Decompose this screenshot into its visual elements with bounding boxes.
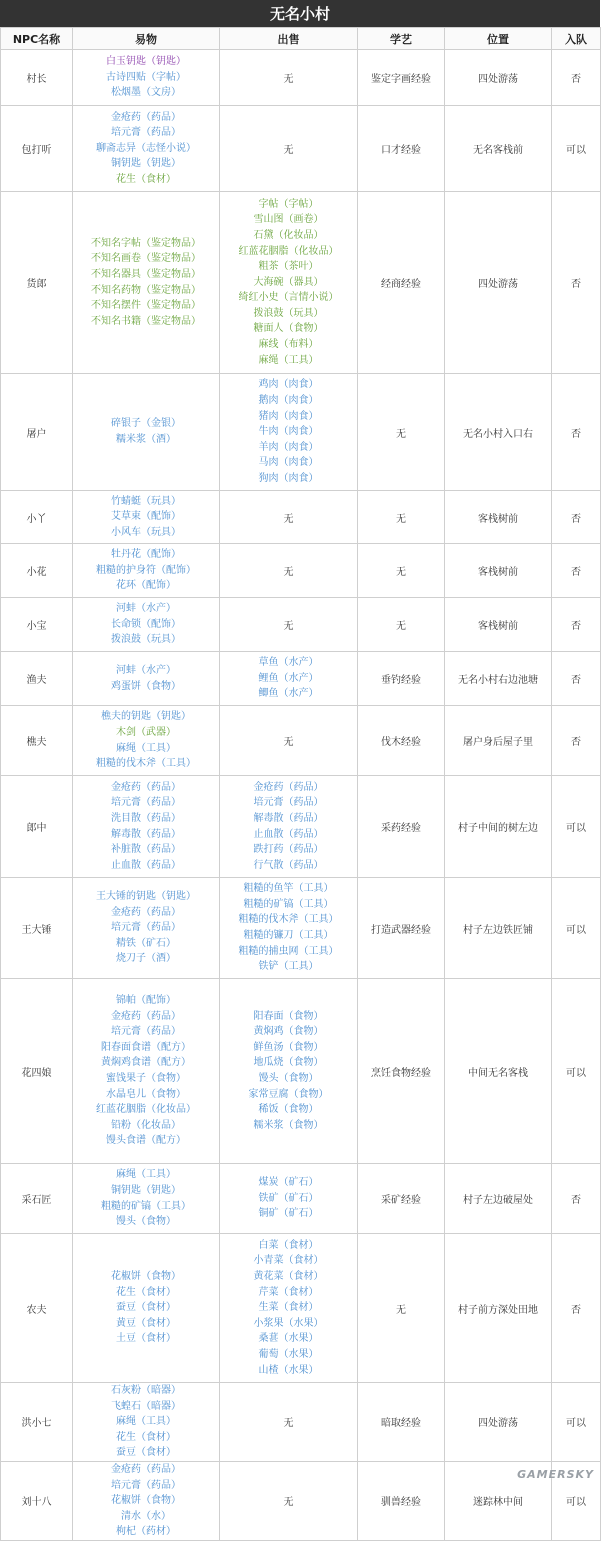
- sell-item: 地瓜烧（食物）: [253, 1057, 324, 1069]
- trade-item: 馒头（食物）: [116, 1216, 176, 1228]
- sell-item: 马肉（肉食）: [258, 457, 319, 469]
- sell-item: 黄焖鸡（食物）: [253, 1026, 324, 1038]
- trade-items: [73, 598, 220, 652]
- trade-item: 金疮药（药品）: [111, 1010, 181, 1022]
- sell-item: 牛肉（肉食）: [258, 426, 319, 438]
- npc-name: 小宝: [1, 598, 73, 652]
- trade-item: 不知名画卷（鉴定物品）: [91, 253, 201, 265]
- trade-item: 黄豆（食材）: [116, 1317, 176, 1329]
- trade-item: 粗糙的伐木斧（工具）: [96, 758, 196, 770]
- sell-items: 无: [220, 491, 358, 544]
- sell-item: 草鱼（水产）: [258, 657, 319, 669]
- trade-item: 阳春面食谱（配方）: [101, 1041, 191, 1053]
- trade-item: 麻绳（工具）: [116, 1169, 176, 1181]
- trade-items: [73, 776, 220, 878]
- npc-name: 屠户: [1, 374, 73, 491]
- join-cell: 可以: [552, 979, 601, 1164]
- npc-name: 洪小七: [1, 1383, 73, 1462]
- trade-item: 河蚌（水产）: [116, 603, 176, 615]
- location-cell: 无名客栈前: [445, 106, 552, 192]
- trade-item: 花椒饼（食物）: [111, 1271, 181, 1283]
- trade-item: 培元膏（药品）: [111, 922, 181, 934]
- sell-item: 芹菜（食材）: [258, 1286, 319, 1298]
- trade-item: 河蚌（水产）: [116, 664, 176, 676]
- join-cell: 可以: [552, 776, 601, 878]
- table-row: [1, 652, 601, 706]
- location-cell: 四处游荡: [445, 192, 552, 374]
- sell-item: 家常豆腐（食物）: [248, 1088, 329, 1100]
- table-row: [1, 979, 601, 1164]
- table-row: [1, 706, 601, 776]
- skill-cell: 驯兽经验: [358, 1461, 445, 1540]
- trade-item: 清水（水）: [121, 1510, 171, 1522]
- sell-item: 粗糙的鱼竿（工具）: [243, 883, 334, 895]
- sell-item: 生菜（食材）: [258, 1302, 319, 1314]
- sell-item: 金疮药（药品）: [253, 781, 324, 793]
- join-cell: 否: [552, 544, 601, 598]
- sell-item: 猪肉（肉食）: [258, 410, 319, 422]
- trade-items: [73, 878, 220, 979]
- trade-items: [73, 1461, 220, 1540]
- join-cell: 否: [552, 652, 601, 706]
- sell-item: 糖面人（食物）: [253, 323, 324, 335]
- sell-item: 解毒散（药品）: [253, 812, 324, 824]
- table-row: [1, 1383, 601, 1462]
- sell-item: 阳春面（食物）: [253, 1010, 324, 1022]
- sell-items: 无: [220, 106, 358, 192]
- trade-item: 不知名药物（鉴定物品）: [91, 284, 201, 296]
- trade-items: [73, 1234, 220, 1383]
- join-cell: 否: [552, 374, 601, 491]
- trade-item: 锦帕（配饰）: [116, 995, 176, 1007]
- sell-item: 粗糙的捕虫网（工具）: [238, 945, 339, 957]
- sell-item: 铜矿（矿石）: [258, 1208, 319, 1220]
- table-row: [1, 776, 601, 878]
- location-cell: 四处游荡: [445, 50, 552, 106]
- trade-item: 王大锤的钥匙（钥匙）: [96, 891, 196, 903]
- table-row: [1, 544, 601, 598]
- sell-item: 止血散（药品）: [253, 828, 324, 840]
- trade-items: [73, 192, 220, 374]
- table-row: [1, 1461, 601, 1540]
- sell-item: 鲤鱼（水产）: [258, 672, 319, 684]
- sell-item: 狗肉（肉食）: [258, 472, 319, 484]
- trade-item: 金疮药（药品）: [111, 906, 181, 918]
- sell-items: [220, 878, 358, 979]
- sell-items: 无: [220, 598, 358, 652]
- sell-items: [220, 652, 358, 706]
- sell-item: 字帖（字帖）: [258, 198, 319, 210]
- trade-item: 金疮药（药品）: [111, 111, 181, 123]
- sell-item: 培元膏（药品）: [253, 797, 324, 809]
- sell-items: 无: [220, 50, 358, 106]
- trade-item: 不知名摆件（鉴定物品）: [91, 300, 201, 312]
- location-cell: 迷踪林中间: [445, 1461, 552, 1540]
- table-row: [1, 1234, 601, 1383]
- npc-name: 渔夫: [1, 652, 73, 706]
- column-header-skill: 学艺: [358, 28, 445, 50]
- skill-cell: 口才经验: [358, 106, 445, 192]
- npc-name: 货郎: [1, 192, 73, 374]
- npc-name: 王大锤: [1, 878, 73, 979]
- column-header-join: 入队: [552, 28, 601, 50]
- npc-name: 樵夫: [1, 706, 73, 776]
- sell-item: 稀饭（食物）: [258, 1104, 319, 1116]
- npc-name: 小丫: [1, 491, 73, 544]
- sell-item: 白菜（食材）: [258, 1239, 319, 1251]
- trade-items: [73, 706, 220, 776]
- skill-cell: 无: [358, 374, 445, 491]
- location-cell: 屠户身后屋子里: [445, 706, 552, 776]
- sell-item: 铁铲（工具）: [258, 961, 319, 973]
- table-row: [1, 598, 601, 652]
- trade-item: 樵夫的钥匙（钥匙）: [101, 711, 191, 723]
- table-row: [1, 374, 601, 491]
- column-header-trade: 易物: [73, 28, 220, 50]
- sell-item: 铁矿（矿石）: [258, 1192, 319, 1204]
- sell-item: 跌打药（药品）: [253, 844, 324, 856]
- trade-item: 不知名字帖（鉴定物品）: [91, 237, 201, 249]
- location-cell: 客栈树前: [445, 544, 552, 598]
- trade-item: 古诗四贴（字帖）: [106, 71, 186, 83]
- sell-item: 鸡肉（肉食）: [258, 379, 319, 391]
- location-cell: 客栈树前: [445, 598, 552, 652]
- trade-items: [73, 1383, 220, 1462]
- skill-cell: 无: [358, 1234, 445, 1383]
- trade-item: 铅粉（化妆品）: [111, 1119, 181, 1131]
- sell-item: 麻绳（工具）: [258, 354, 319, 366]
- sell-item: 粗糙的矿镐（工具）: [243, 898, 334, 910]
- trade-item: 枸杞（药材）: [116, 1526, 176, 1538]
- sell-item: 大海碗（器具）: [253, 276, 324, 288]
- sell-items: 无: [220, 544, 358, 598]
- column-header-npc: NPC名称: [1, 28, 73, 50]
- sell-item: 煤炭（矿石）: [258, 1177, 319, 1189]
- trade-item: 长命锁（配饰）: [111, 618, 181, 630]
- trade-item: 麻绳（工具）: [116, 742, 176, 754]
- sell-items: [220, 192, 358, 374]
- trade-items: [73, 374, 220, 491]
- npc-name: 刘十八: [1, 1461, 73, 1540]
- sell-item: 石黛（化妆品）: [253, 229, 324, 241]
- trade-items: [73, 979, 220, 1164]
- trade-item: 铜钥匙（钥匙）: [111, 1184, 181, 1196]
- location-cell: 村子前方深处田地: [445, 1234, 552, 1383]
- trade-item: 止血散（药品）: [111, 859, 181, 871]
- npc-name: 花四娘: [1, 979, 73, 1164]
- trade-item: 培元膏（药品）: [111, 1479, 181, 1491]
- sell-item: 粗糙的镰刀（工具）: [243, 930, 334, 941]
- join-cell: 否: [552, 491, 601, 544]
- sell-item: 山楂（水果）: [258, 1364, 319, 1376]
- column-header-sell: 出售: [220, 28, 358, 50]
- watermark-logo: GAMERSKY: [517, 1468, 594, 1481]
- join-cell: 否: [552, 1164, 601, 1234]
- sell-item: 黄花菜（食材）: [253, 1271, 324, 1283]
- trade-item: 土豆（食材）: [116, 1333, 176, 1345]
- trade-items: [73, 1164, 220, 1234]
- trade-item: 木剑（武器）: [116, 726, 176, 738]
- join-cell: 可以: [552, 878, 601, 979]
- trade-item: 精铁（矿石）: [116, 937, 176, 949]
- join-cell: 否: [552, 1234, 601, 1383]
- trade-item: 花生（食材）: [116, 173, 176, 185]
- trade-item: 松烟墨（文房）: [111, 87, 181, 99]
- sell-item: 拨浪鼓（玩具）: [253, 307, 324, 319]
- trade-items: [73, 652, 220, 706]
- location-cell: 四处游荡: [445, 1383, 552, 1462]
- skill-cell: 烹饪食物经验: [358, 979, 445, 1164]
- trade-item: 拨浪鼓（玩具）: [111, 634, 181, 646]
- trade-item: 飞蝗石（暗器）: [111, 1400, 181, 1412]
- location-cell: 中间无名客栈: [445, 979, 552, 1164]
- sell-items: 无: [220, 706, 358, 776]
- sell-items: 无: [220, 1461, 358, 1540]
- trade-item: 洗目散（药品）: [111, 812, 181, 824]
- trade-item: 培元膏（药品）: [111, 797, 181, 809]
- trade-item: 解毒散（药品）: [111, 828, 181, 840]
- skill-cell: 无: [358, 598, 445, 652]
- sell-items: 无: [220, 1383, 358, 1462]
- npc-name: 小花: [1, 544, 73, 598]
- skill-cell: 采矿经验: [358, 1164, 445, 1234]
- npc-name: 采石匠: [1, 1164, 73, 1234]
- table-row: [1, 491, 601, 544]
- trade-item: 花生（食材）: [116, 1286, 176, 1298]
- trade-item: 白玉钥匙（钥匙）: [106, 56, 186, 68]
- table-row: [1, 192, 601, 374]
- trade-items: [73, 106, 220, 192]
- sell-items: [220, 979, 358, 1164]
- join-cell: 否: [552, 192, 601, 374]
- sell-item: 羊肉（肉食）: [258, 441, 319, 453]
- sell-item: 绮红小史（言情小说）: [238, 292, 339, 304]
- trade-item: 聊斋志异（志怪小说）: [96, 142, 196, 154]
- trade-item: 石灰粉（暗器）: [111, 1385, 181, 1396]
- skill-cell: 采药经验: [358, 776, 445, 878]
- trade-item: 碎银子（金银）: [111, 418, 181, 430]
- sell-items: [220, 374, 358, 491]
- trade-item: 铜钥匙（钥匙）: [111, 158, 181, 170]
- trade-item: 花环（配饰）: [116, 580, 176, 592]
- table-header-row: [1, 28, 601, 50]
- column-header-location: 位置: [445, 28, 552, 50]
- sell-item: 行气散（药品）: [253, 859, 324, 871]
- trade-item: 花椒饼（食物）: [111, 1495, 181, 1507]
- trade-items: [73, 50, 220, 106]
- sell-items: [220, 1164, 358, 1234]
- page-title: 无名小村: [0, 0, 600, 27]
- trade-item: 馒头食谱（配方）: [106, 1135, 186, 1147]
- trade-item: 鸡蛋饼（食物）: [111, 680, 181, 692]
- trade-item: 糯米浆（酒）: [116, 434, 176, 445]
- trade-item: 烧刀子（酒）: [116, 953, 176, 965]
- skill-cell: 无: [358, 544, 445, 598]
- trade-item: 水晶皂儿（食物）: [106, 1088, 186, 1100]
- npc-name: 村长: [1, 50, 73, 106]
- trade-item: 麻绳（工具）: [116, 1416, 176, 1428]
- sell-item: 鹅肉（肉食）: [258, 395, 319, 407]
- sell-item: 粗糙的伐木斧（工具）: [238, 914, 339, 926]
- sell-item: 红蓝花胭脂（化妆品）: [238, 245, 339, 257]
- skill-cell: 伐木经验: [358, 706, 445, 776]
- trade-items: [73, 491, 220, 544]
- trade-item: 粗糙的护身符（配饰）: [96, 564, 196, 576]
- trade-item: 不知名书籍（鉴定物品）: [91, 315, 201, 327]
- sell-item: 葡萄（水果）: [258, 1348, 319, 1360]
- trade-item: 黄焖鸡食谱（配方）: [101, 1057, 191, 1069]
- trade-item: 小风车（玩具）: [111, 526, 181, 538]
- sell-item: 鲜鱼汤（食物）: [253, 1041, 324, 1053]
- trade-item: 培元膏（药品）: [111, 127, 181, 139]
- sell-item: 糯米浆（食物）: [253, 1119, 324, 1131]
- location-cell: 村子左边破屋处: [445, 1164, 552, 1234]
- sell-item: 粗茶（茶叶）: [258, 261, 319, 273]
- skill-cell: 打造武器经验: [358, 878, 445, 979]
- join-cell: 可以: [552, 1461, 601, 1540]
- sell-item: 麻线（布料）: [258, 339, 319, 351]
- join-cell: 可以: [552, 106, 601, 192]
- join-cell: 否: [552, 706, 601, 776]
- table-row: [1, 1164, 601, 1234]
- trade-item: 红蓝花胭脂（化妆品）: [96, 1104, 196, 1116]
- table-row: [1, 50, 601, 106]
- trade-item: 竹蜻蜓（玩具）: [111, 495, 181, 507]
- skill-cell: 垂钓经验: [358, 652, 445, 706]
- location-cell: 无名小村入口右: [445, 374, 552, 491]
- join-cell: 可以: [552, 1383, 601, 1462]
- skill-cell: 经商经验: [358, 192, 445, 374]
- trade-item: 培元膏（药品）: [111, 1026, 181, 1038]
- join-cell: 否: [552, 50, 601, 106]
- location-cell: 村子中间的树左边: [445, 776, 552, 878]
- location-cell: 客栈树前: [445, 491, 552, 544]
- npc-name: 农夫: [1, 1234, 73, 1383]
- sell-items: [220, 1234, 358, 1383]
- trade-item: 花生（食材）: [116, 1431, 176, 1443]
- trade-item: 不知名器具（鉴定物品）: [91, 268, 201, 280]
- npc-name: 包打听: [1, 106, 73, 192]
- sell-item: 馒头（食物）: [258, 1073, 319, 1084]
- trade-item: 蜜饯果子（食物）: [106, 1073, 186, 1084]
- sell-item: 小青菜（食材）: [253, 1255, 324, 1267]
- trade-item: 金疮药（药品）: [111, 781, 181, 793]
- sell-item: 桑葚（水果）: [258, 1333, 319, 1345]
- npc-name: 郎中: [1, 776, 73, 878]
- table-row: [1, 878, 601, 979]
- skill-cell: 鉴定字画经验: [358, 50, 445, 106]
- sell-item: 雪山图（画卷）: [253, 214, 324, 226]
- trade-item: 粗糙的矿镐（工具）: [101, 1200, 191, 1212]
- trade-item: 金疮药（药品）: [111, 1463, 181, 1475]
- trade-item: 蚕豆（食材）: [116, 1447, 176, 1459]
- trade-items: [73, 544, 220, 598]
- sell-item: 鲫鱼（水产）: [258, 688, 319, 700]
- sell-item: 小浆果（水果）: [253, 1317, 324, 1329]
- location-cell: 村子左边铁匠铺: [445, 878, 552, 979]
- join-cell: 否: [552, 598, 601, 652]
- table-row: [1, 106, 601, 192]
- sell-items: [220, 776, 358, 878]
- trade-item: 牡丹花（配饰）: [111, 549, 181, 561]
- npc-table: [0, 27, 601, 1541]
- skill-cell: 无: [358, 491, 445, 544]
- trade-item: 蚕豆（食材）: [116, 1302, 176, 1314]
- trade-item: 补脏散（药品）: [111, 844, 181, 856]
- trade-item: 艾草束（配饰）: [111, 511, 181, 523]
- location-cell: 无名小村右边池塘: [445, 652, 552, 706]
- skill-cell: 暗取经验: [358, 1383, 445, 1462]
